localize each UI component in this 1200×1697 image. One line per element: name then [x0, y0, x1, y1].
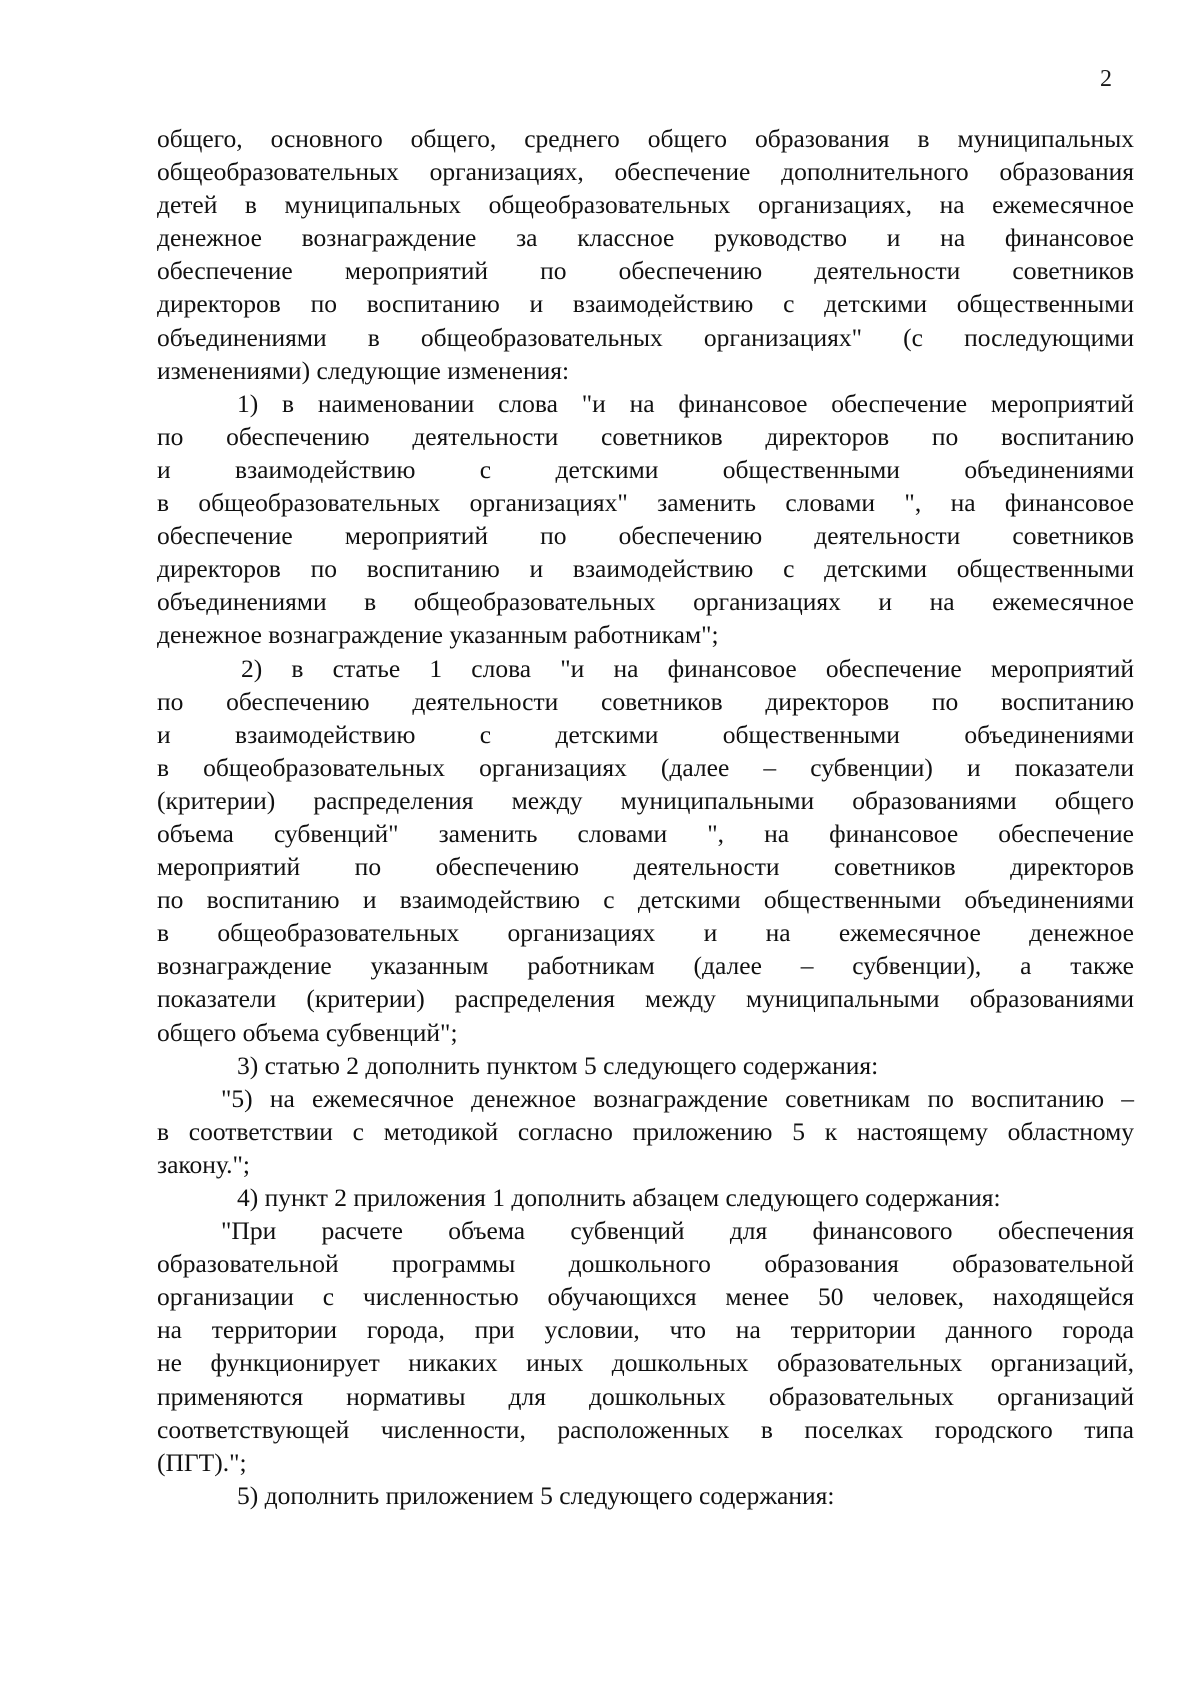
text-line: изменениями) следующие изменения:	[157, 355, 570, 385]
text-line: в общеобразовательных организациях и на ежемесячное денежное	[157, 918, 1134, 948]
text-line: мероприятий по обеспечению деятельности советников директоров	[157, 852, 1134, 882]
list-item-4: 4) пункт 2 приложения 1 дополнить абзацем следующего содержания:	[237, 1183, 1001, 1212]
text-line: (критерии) распределения между муниципальными образованиями общего	[157, 785, 1134, 815]
text-line: детей в муниципальных общеобразовательных организациях, на ежемесячное	[157, 190, 1134, 220]
text-line: общего объема субвенций";	[157, 1017, 458, 1047]
text-line: показатели (критерии) распределения между муниципальными образованиями	[157, 984, 1134, 1014]
text-line: организации с численностью обучающихся менее 50 человек, находящейся	[157, 1282, 1134, 1312]
text-line: соответствующей численности, расположенных в поселках городского типа	[157, 1414, 1134, 1444]
text-line: образовательной программы дошкольного образования образовательной	[157, 1249, 1134, 1279]
text-line: денежное вознаграждение за классное руководство и на финансовое	[157, 223, 1134, 253]
quoted-item-5-start: "5) на ежемесячное денежное вознаграждение советникам по воспитанию –	[221, 1083, 1134, 1113]
text-line: применяются нормативы для дошкольных образовательных организаций	[157, 1381, 1134, 1411]
text-line: по обеспечению деятельности советников директоров по воспитанию	[157, 421, 1134, 451]
text-line: и взаимодействию с детскими общественными объединениями	[157, 454, 1134, 484]
page-number: 2	[1100, 66, 1112, 92]
text-line: вознаграждение указанным работникам (далее – субвенции), а также	[157, 951, 1134, 981]
text-line: по воспитанию и взаимодействию с детскими общественными объединениями	[157, 885, 1134, 915]
text-line: общеобразовательных организациях, обеспечение дополнительного образования	[157, 157, 1134, 187]
text-line: на территории города, при условии, что на территории данного города	[157, 1315, 1134, 1345]
list-item-1-start: 1) в наименовании слова "и на финансовое обеспечение мероприятий	[237, 388, 1134, 418]
text-line: директоров по воспитанию и взаимодействию с детскими общественными	[157, 554, 1134, 584]
text-line: в общеобразовательных организациях" заменить словами ", на финансовое	[157, 488, 1134, 518]
text-line: объединениями в общеобразовательных организациях и на ежемесячное	[157, 587, 1134, 617]
text-line: объединениями в общеобразовательных организациях" (с последующими	[157, 322, 1134, 352]
list-item-2-start: 2) в статье 1 слова "и на финансовое обеспечение мероприятий	[241, 653, 1134, 683]
text-line: директоров по воспитанию и взаимодействию с детскими общественными	[157, 289, 1134, 319]
text-line: обеспечение мероприятий по обеспечению деятельности советников	[157, 521, 1134, 551]
list-item-3: 3) статью 2 дополнить пунктом 5 следующего содержания:	[237, 1050, 879, 1080]
text-line: общего, основного общего, среднего общего образования в муниципальных	[157, 124, 1134, 153]
text-line: в общеобразовательных организациях (далее – субвенции) и показатели	[157, 752, 1134, 782]
text-line: по обеспечению деятельности советников директоров по воспитанию	[157, 686, 1134, 716]
text-line: закону.";	[157, 1149, 250, 1179]
quoted-paragraph-start: "При расчете объема субвенций для финансового обеспечения	[221, 1216, 1134, 1246]
text-line: объема субвенций" заменить словами ", на финансовое обеспечение	[157, 818, 1134, 848]
text-line: не функционирует никаких иных дошкольных образовательных организаций,	[157, 1348, 1134, 1378]
text-line: обеспечение мероприятий по обеспечению деятельности советников	[157, 256, 1134, 286]
list-item-5: 5) дополнить приложением 5 следующего содержания:	[237, 1480, 835, 1510]
text-line: денежное вознаграждение указанным работникам";	[157, 620, 719, 650]
text-line: в соответствии с методикой согласно приложению 5 к настоящему областному	[157, 1116, 1134, 1146]
text-line: и взаимодействию с детскими общественными объединениями	[157, 719, 1134, 749]
document-body	[157, 122, 1134, 1512]
text-line: (ПГТ).";	[157, 1447, 247, 1477]
